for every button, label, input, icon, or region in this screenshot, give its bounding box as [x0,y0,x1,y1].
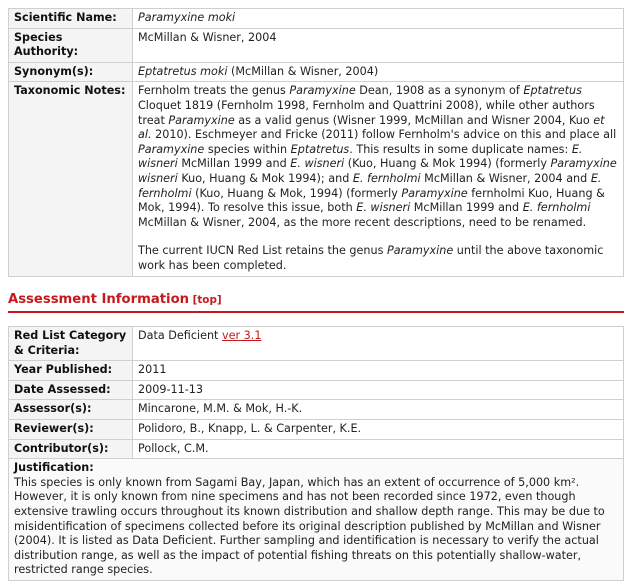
assessment-table [8,326,624,581]
species-authority-label: Species Authority: [9,28,133,62]
reviewers-label: Reviewer(s): [9,419,133,439]
justification-cell [9,459,624,581]
reviewers-row [9,419,624,439]
scientific-name-value [133,9,624,29]
contributors-value: Pollock, C.M. [133,439,624,459]
justification-row [9,459,624,581]
synonyms-row [9,62,624,82]
assessment-heading: Assessment Information [8,292,190,307]
category-text: Data Deficient [138,329,219,342]
assessors-value: Mincarone, M.M. & Mok, H.-K. [133,400,624,420]
year-published-row [9,361,624,381]
synonyms-label: Synonym(s): [9,62,133,82]
taxonomic-notes-value [133,82,624,276]
date-assessed-row [9,380,624,400]
species-authority-row [9,28,624,62]
top-link[interactable]: [top] [192,294,222,306]
assessment-section-header [8,292,624,313]
taxonomic-notes-paragraph-2: The current IUCN Red List retains the genus Paramyxine until the above taxonomic work has been completed. [138,244,604,272]
category-row [9,327,624,361]
scientific-name-row [9,9,624,29]
synonyms-value [133,62,624,82]
reviewers-value: Polidoro, B., Knapp, L. & Carpenter, K.E. [133,419,624,439]
taxonomic-notes-paragraph-1: Fernholm treats the genus Paramyxine Dean, 1908 as a synonym of Eptatretus Cloquet 1819 (Fernholm 1998, Fernholm and Quattrini 2008), while other authors treat Paramyxine as a valid genus (Wisner 1999, McMillan and Wisner 2004, Kuo et al. 2010). Eschmeyer and Fricke (2011) follow Fernholm's advice on this and place all Paramyxine species within Eptatretus. This results in some duplicate names: E. wisneri McMillan 1999 and E. wisneri (Kuo, Huang & Mok 1994) (formerly Paramyxine wisneri Kuo, Huang & Mok 1994); and E. fernholmi McMillan & Wisner, 2004 and E. fernholmi (Kuo, Huang & Mok, 1994) (formerly Paramyxine fernholmi Kuo, Huang & Mok, 1994). To resolve this issue, both E. wisneri McMillan 1999 and E. fernholmi McMillan & Wisner, 2004, as the more recent descriptions, need to be renamed. [138,84,617,229]
taxonomic-notes-row [9,82,624,276]
justification-label: Justification: [14,461,94,475]
scientific-name-label: Scientific Name: [9,9,133,29]
contributors-row [9,439,624,459]
assessors-label: Assessor(s): [9,400,133,420]
taxonomic-notes-label: Taxonomic Notes: [9,82,133,276]
taxonomy-table [8,8,624,277]
version-link[interactable]: ver 3.1 [222,329,262,342]
category-label: Red List Category & Criteria: [9,327,133,361]
synonym-name: Eptatretus moki [138,64,228,78]
synonym-authority: (McMillan & Wisner, 2004) [227,64,379,78]
date-assessed-label: Date Assessed: [9,380,133,400]
assessors-row [9,400,624,420]
date-assessed-value: 2009-11-13 [133,380,624,400]
scientific-name-text: Paramyxine moki [138,11,236,24]
category-value [133,327,624,361]
year-published-value: 2011 [133,361,624,381]
contributors-label: Contributor(s): [9,439,133,459]
year-published-label: Year Published: [9,361,133,381]
justification-text: This species is only known from Sagami Bay, Japan, which has an extent of occurrence of 5,000 km². However, it is only known from nine specimens and has not been recorded since 1972, even though extensive trawling occurs throughout its known distribution and shallow depth range. This may be due to misidentification of specimens collected before its original description published by McMillan and Wisner (2004). It is listed as Data Deficient. Further sampling and identification is necessary to verify the actual distribution range, as well as the impact of potential fishing threats on this potentially shallow-water, restricted range species. [14,475,605,577]
species-authority-value: McMillan & Wisner, 2004 [133,28,624,62]
